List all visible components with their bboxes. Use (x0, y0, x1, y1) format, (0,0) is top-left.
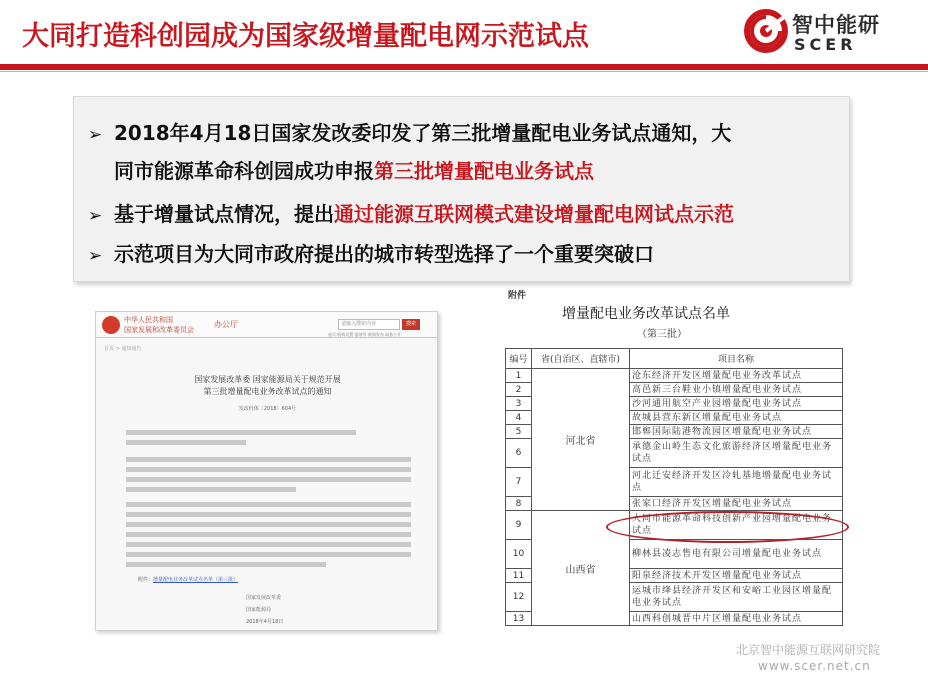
logo-text-en: SCER (794, 35, 857, 54)
doc-text-line (126, 467, 411, 472)
project-name: 柳林县凌志售电有限公司增量配电业务试点 (630, 540, 843, 569)
doc-search-input: 请输入搜索内容 (338, 319, 400, 330)
row-number: 12 (506, 583, 532, 612)
national-emblem-icon (102, 316, 120, 334)
project-name: 山西科创城晋中片区增量配电业务试点 (630, 612, 843, 626)
project-name: 沧东经济开发区增量配电业务改革试点 (630, 369, 843, 383)
doc-title-line2: 第三批增量配电业务改革试点的通知 (203, 387, 332, 396)
doc-text-line (126, 542, 411, 547)
project-name: 大同市能源革命科技创新产业园增量配电业务试点 (630, 511, 843, 540)
bullet-1-line-1: ➢ 2018年4月18日国家发改委印发了第三批增量配电业务试点通知，大 (88, 121, 732, 145)
row-number: 11 (506, 569, 532, 583)
doc-header (96, 312, 438, 338)
pilot-list-table (505, 348, 843, 626)
row-number: 4 (506, 411, 532, 425)
attachment-title: 增量配电业务改革试点名单 (562, 306, 730, 322)
project-name: 邯郸国际陆港物流园区增量配电业务试点 (630, 425, 843, 439)
bullet-2: ➢ 基于增量试点情况，提出通过能源互联网模式建设增量配电网试点示范 (88, 202, 734, 226)
table-row (506, 369, 843, 383)
row-number: 3 (506, 397, 532, 411)
bullet-1-line-2: 同市能源革命科创园成功申报第三批增量配电业务试点 (114, 159, 594, 183)
column-header: 省(自治区、直辖市) (532, 349, 630, 369)
column-header: 编号 (506, 349, 532, 369)
doc-text-line (126, 502, 411, 507)
row-number: 2 (506, 383, 532, 397)
doc-text-line (126, 552, 411, 557)
highlight-text: 通过能源互联网模式建设增量配电网试点示范 (334, 202, 734, 226)
row-number: 1 (506, 369, 532, 383)
highlight-text: 第三批增量配电业务试点 (374, 159, 594, 183)
doc-title-line1: 国家发展改革委 国家能源局关于规范开展 (194, 375, 341, 384)
project-name: 沙河通用航空产业园增量配电业务试点 (630, 397, 843, 411)
doc-office: 办公厅 (214, 320, 238, 329)
province-cell: 河北省 (532, 369, 630, 511)
row-number: 6 (506, 439, 532, 468)
project-name: 故城县营东新区增量配电业务试点 (630, 411, 843, 425)
bullet-3: ➢ 示范项目为大同市政府提出的城市转型选择了一个重要突破口 (88, 242, 654, 266)
row-number: 9 (506, 511, 532, 540)
arrow-bullet-icon: ➢ (88, 125, 103, 145)
header-divider (0, 64, 928, 70)
project-name: 运城市绛县经济开发区和安峪工业园区增量配电业务试点 (630, 583, 843, 612)
project-name: 张家口经济开发区增量配电业务试点 (630, 497, 843, 511)
doc-text-line (126, 522, 411, 527)
notice-document-image (95, 311, 438, 631)
doc-text-line (126, 532, 411, 537)
summary-box (73, 96, 850, 282)
footer-org: 北京智中能源互联网研究院 (736, 643, 881, 657)
footer-url: www.scer.net.cn (758, 659, 871, 673)
doc-text-line (126, 430, 356, 435)
doc-number: 发改经体〔2018〕604号 (238, 406, 297, 412)
row-number: 5 (506, 425, 532, 439)
page-title: 大同打造科创园成为国家级增量配电网示范试点 (22, 21, 589, 52)
doc-text-line (126, 440, 246, 445)
doc-text-line (126, 512, 411, 517)
project-name: 阳泉经济技术开发区增量配电业务试点 (630, 569, 843, 583)
project-name: 河北迁安经济开发区冷轧基地增量配电业务试点 (630, 468, 843, 497)
scer-logo-icon (744, 9, 788, 53)
doc-text-line (126, 487, 296, 492)
project-name: 承德金山岭生态文化旅游经济区增量配电业务试点 (630, 439, 843, 468)
doc-org-line2: 国家发展和改革委员会 (124, 326, 194, 334)
row-number: 13 (506, 612, 532, 626)
doc-text-line (126, 457, 411, 462)
doc-text-line (126, 562, 326, 567)
row-number: 10 (506, 540, 532, 569)
attachment-label: 附件 (508, 291, 527, 301)
doc-nav: 首页 机构设置 委领导 新闻发布 政务公开 (328, 332, 402, 337)
row-number: 8 (506, 497, 532, 511)
column-header: 项目名称 (630, 349, 843, 369)
highlight-ellipse (606, 511, 849, 543)
doc-date: 2018年4月18日 (246, 619, 284, 625)
doc-search-button: 搜索 (402, 319, 420, 330)
table-header-row (506, 349, 843, 369)
logo (744, 9, 914, 57)
doc-org-line1: 中华人民共和国 (124, 316, 173, 324)
doc-signature-2: 国家能源局 (246, 607, 272, 613)
arrow-bullet-icon: ➢ (88, 246, 103, 266)
doc-text-line (126, 477, 411, 482)
doc-signature-1: 国家发展改革委 (246, 595, 282, 601)
attachment-subtitle: （第三批） (637, 329, 687, 340)
logo-text-cn: 智中能研 (792, 13, 880, 37)
province-cell: 山西省 (532, 511, 630, 626)
doc-attachment-link: 附件：增量配电业务改革试点名单（第三批） (138, 577, 239, 583)
project-name: 高邑新三台鞋业小镇增量配电业务试点 (630, 383, 843, 397)
row-number: 7 (506, 468, 532, 497)
arrow-bullet-icon: ➢ (88, 206, 103, 226)
header-divider-thin (0, 71, 928, 72)
doc-breadcrumb: 首页 > 通知通告 (104, 346, 142, 352)
